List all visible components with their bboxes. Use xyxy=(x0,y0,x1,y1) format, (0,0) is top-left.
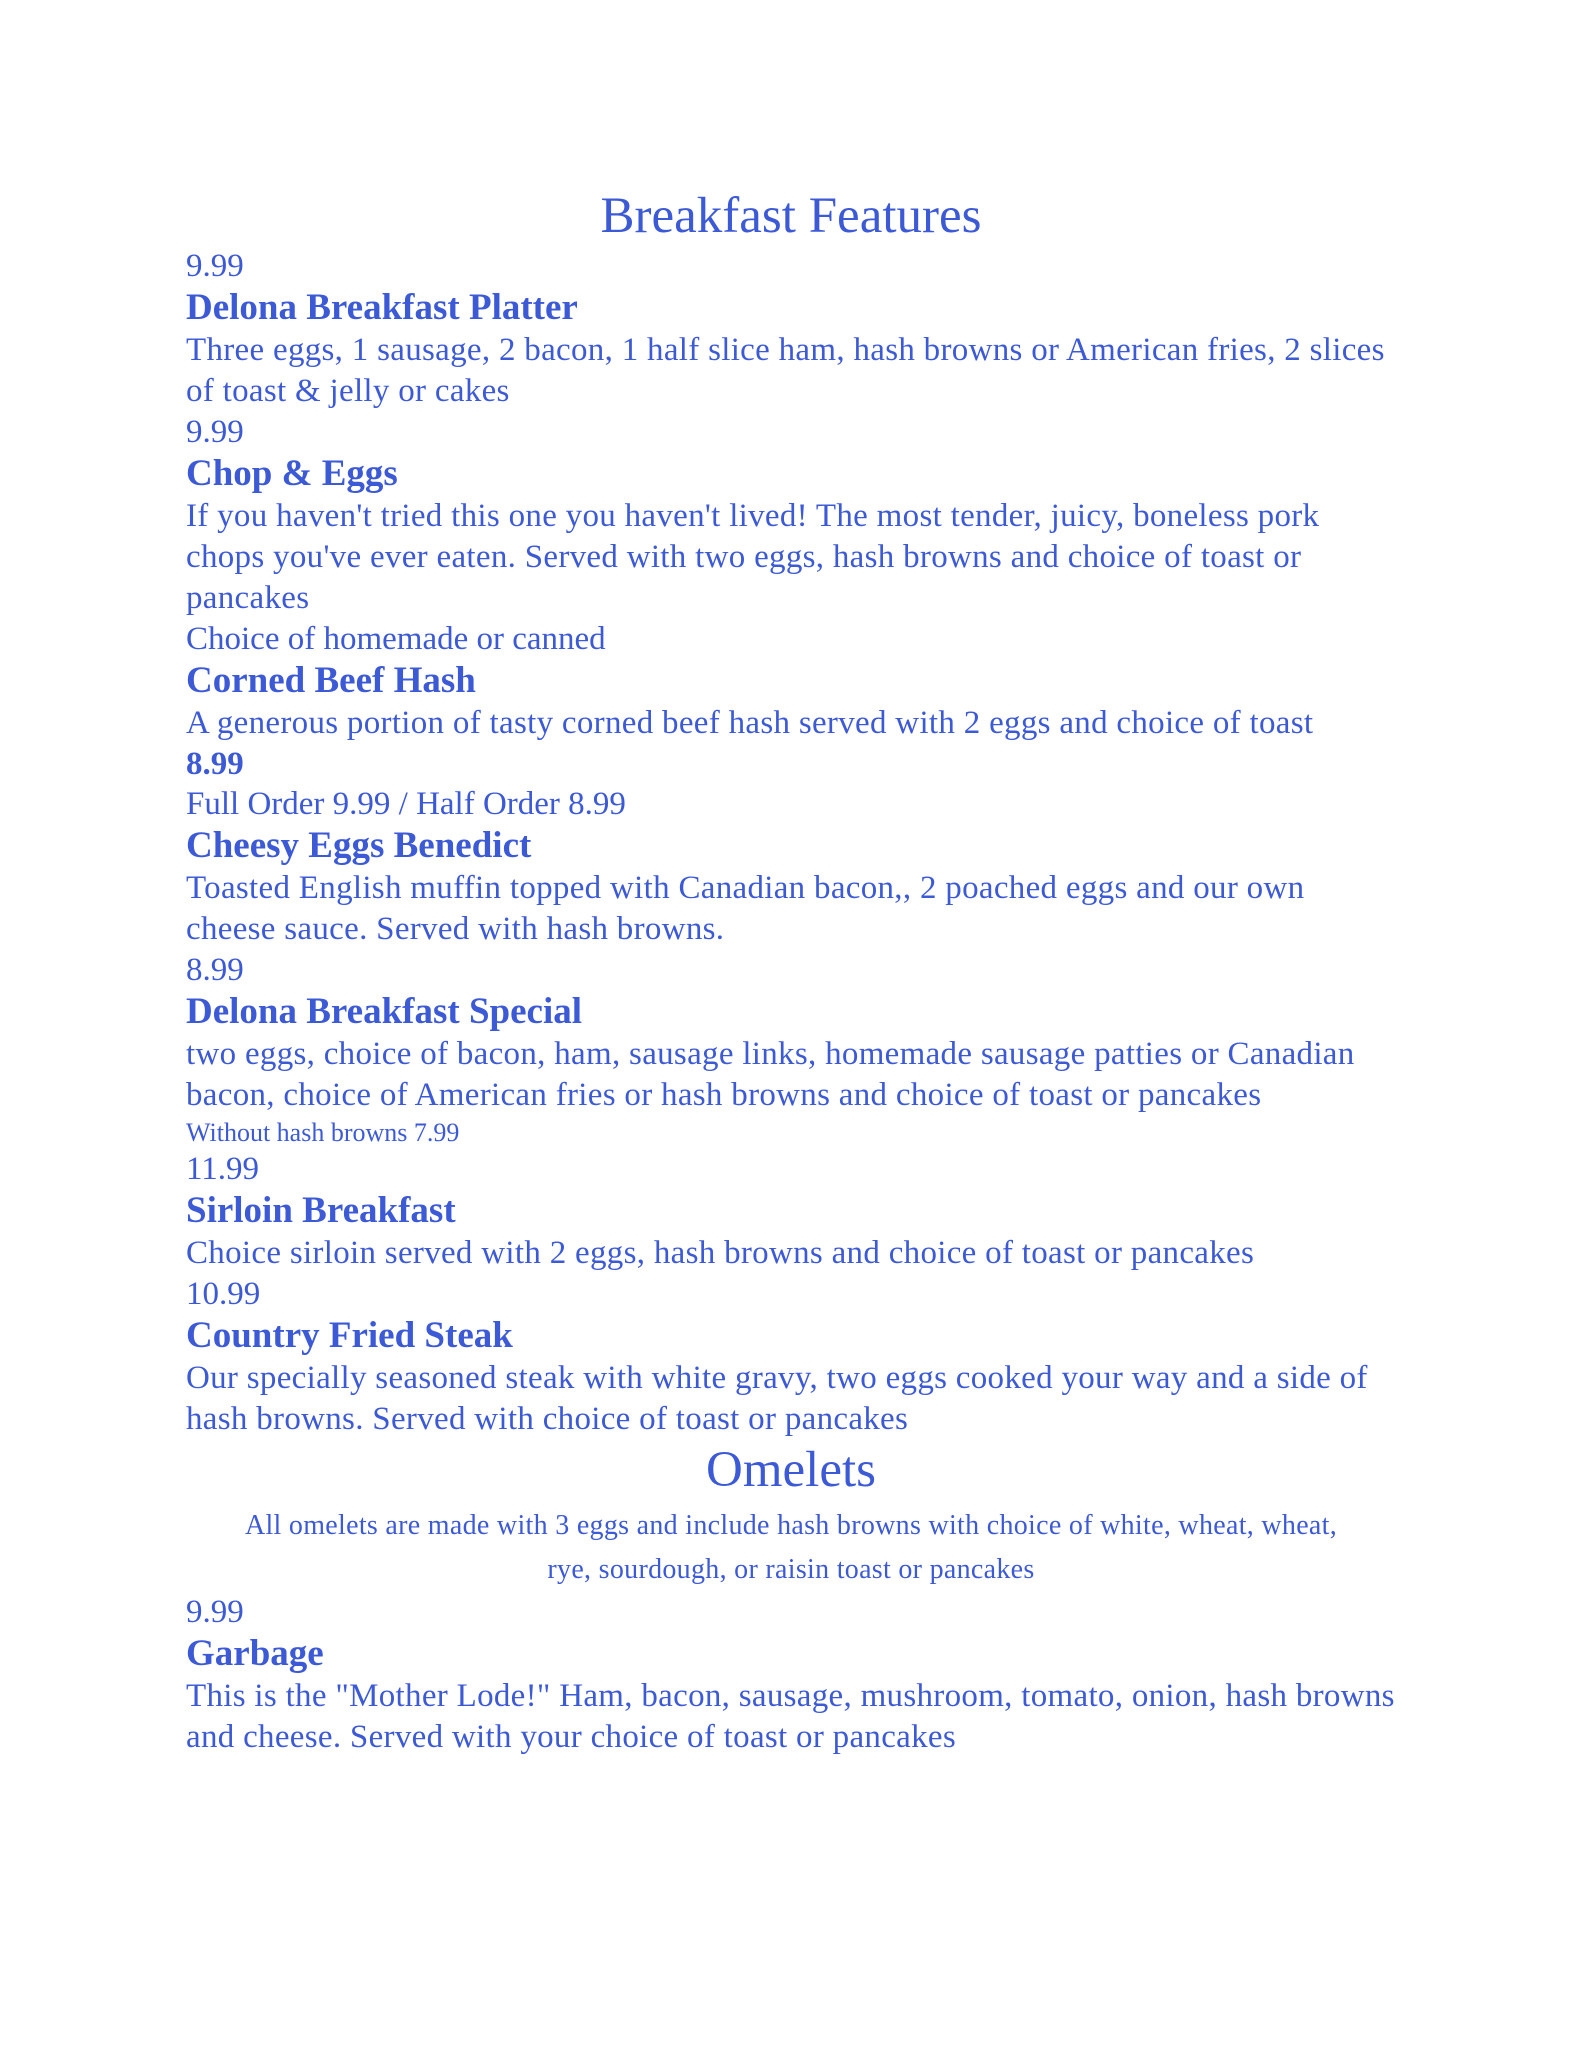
item-price: 9.99 xyxy=(186,248,244,284)
omelets-title: Omelets xyxy=(706,1442,876,1498)
item-price: 8.99 xyxy=(186,746,244,782)
menu-item-garbage-omelet xyxy=(186,1592,1396,1758)
item-name: Cheesy Eggs Benedict xyxy=(186,825,532,866)
menu-item-delona-breakfast-special xyxy=(186,950,1396,1149)
breakfast-features-title: Breakfast Features xyxy=(600,188,982,244)
item-price: 9.99 xyxy=(186,414,244,450)
item-description: Toasted English muffin topped with Canadian bacon,, 2 poached eggs and our own cheese sauce. Served with hash browns. xyxy=(186,870,1305,947)
item-description: two eggs, choice of bacon, ham, sausage links, homemade sausage patties or Canadian bacon, choice of American fries or hash browns and choice of toast or pancakes xyxy=(186,1036,1355,1113)
item-price: Full Order 9.99 / Half Order 8.99 xyxy=(186,786,626,822)
menu-item-sirloin-breakfast xyxy=(186,1149,1396,1274)
menu-item-cheesy-eggs-benedict xyxy=(186,784,1396,950)
item-description: Three eggs, 1 sausage, 2 bacon, 1 half slice ham, hash browns or American fries, 2 slices of toast & jelly or cakes xyxy=(186,332,1385,409)
item-note: Without hash browns 7.99 xyxy=(186,1118,460,1147)
item-name: Chop & Eggs xyxy=(186,453,398,494)
item-note: Choice of homemade or canned xyxy=(186,621,606,657)
item-name: Garbage xyxy=(186,1633,324,1674)
menu-item-corned-beef-hash xyxy=(186,619,1396,784)
item-name: Sirloin Breakfast xyxy=(186,1190,456,1231)
menu-page xyxy=(186,186,1396,1758)
item-description: A generous portion of tasty corned beef hash served with 2 eggs and choice of toast xyxy=(186,705,1314,741)
menu-item-chop-and-eggs xyxy=(186,412,1396,619)
item-description: This is the "Mother Lode!" Ham, bacon, sausage, mushroom, tomato, onion, hash browns and cheese. Served with your choice of toast or pancakes xyxy=(186,1678,1395,1755)
menu-item-delona-breakfast-platter xyxy=(186,246,1396,412)
item-price: 10.99 xyxy=(186,1276,261,1312)
item-price: 11.99 xyxy=(186,1151,260,1187)
omelets-intro: All omelets are made with 3 eggs and include hash browns with choice of white, wheat, wheat, rye, sourdough, or raisin toast or pancakes xyxy=(244,1510,1338,1585)
item-name: Delona Breakfast Platter xyxy=(186,287,578,328)
item-description: If you haven't tried this one you haven't lived! The most tender, juicy, boneless pork chops you've ever eaten. Served with two eggs, hash browns and choice of toast or pancakes xyxy=(186,498,1320,616)
item-price: 8.99 xyxy=(186,952,244,988)
item-name: Country Fried Steak xyxy=(186,1315,513,1356)
item-price: 9.99 xyxy=(186,1594,244,1630)
item-description: Our specially seasoned steak with white gravy, two eggs cooked your way and a side of hash browns. Served with choice of toast or pancakes xyxy=(186,1360,1368,1437)
item-name: Corned Beef Hash xyxy=(186,660,476,701)
menu-item-country-fried-steak xyxy=(186,1274,1396,1440)
item-description: Choice sirloin served with 2 eggs, hash browns and choice of toast or pancakes xyxy=(186,1235,1255,1271)
item-name: Delona Breakfast Special xyxy=(186,991,583,1032)
